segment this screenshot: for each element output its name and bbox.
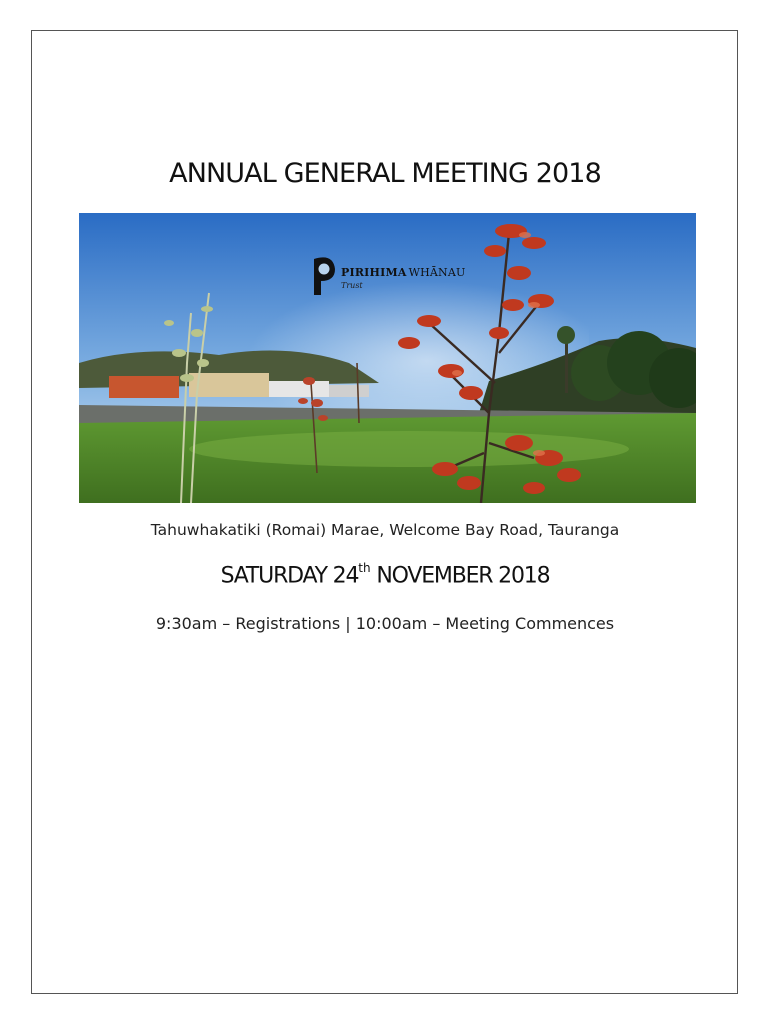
logo-name-primary: PIRIHIMA bbox=[341, 266, 407, 279]
venue-line: Tahuwhakatiki (Romai) Marae, Welcome Bay Road, Tauranga bbox=[150, 521, 620, 539]
meeting-date-rest: NOVEMBER 2018 bbox=[370, 563, 550, 589]
schedule-line: 9:30am – Registrations | 10:00am – Meeting Commences bbox=[155, 614, 615, 633]
logo-text bbox=[341, 263, 465, 290]
page-title: ANNUAL GENERAL MEETING 2018 bbox=[169, 158, 601, 189]
meeting-date-ordinal: th bbox=[358, 561, 371, 575]
logo-subtitle: Trust bbox=[341, 281, 363, 290]
logo-name-secondary: WHĀNAU bbox=[408, 266, 466, 279]
organisation-logo bbox=[311, 255, 465, 299]
meeting-date bbox=[0, 563, 770, 588]
pirihima-logo-icon bbox=[311, 255, 337, 297]
hero-photo bbox=[79, 213, 696, 503]
meeting-date-prefix: SATURDAY 24 bbox=[220, 563, 359, 589]
